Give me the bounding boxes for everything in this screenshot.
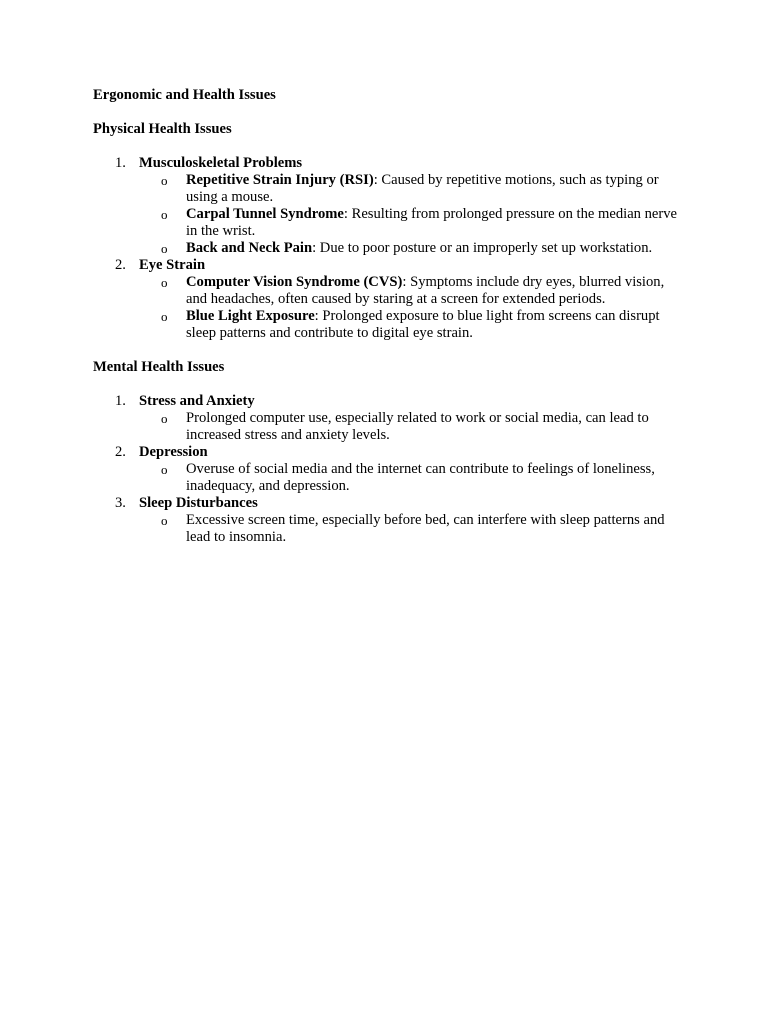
description: Overuse of social media and the internet can contribute to feelings of loneliness, inadequacy, and depression. <box>186 461 655 494</box>
sub-list-item <box>139 308 683 342</box>
description: Prolonged computer use, especially related to work or social media, can lead to increased stress and anxiety levels. <box>186 410 649 443</box>
sub-list <box>139 172 683 257</box>
document-body <box>93 87 683 546</box>
sub-list-item <box>139 240 683 257</box>
item-title: Sleep Disturbances <box>139 495 258 511</box>
item-title: Musculoskeletal Problems <box>139 155 303 171</box>
list-item <box>93 257 683 342</box>
term: Back and Neck Pain <box>186 240 313 256</box>
sub-list-item <box>139 512 683 546</box>
list-item <box>93 393 683 444</box>
description: : Resulting from prolonged pressure on the median nerve in the wrist. <box>186 206 678 239</box>
section-heading-physical: Physical Health Issues <box>93 121 232 137</box>
document-title: Ergonomic and Health Issues <box>93 87 276 103</box>
sub-list <box>139 512 683 546</box>
bullet-icon: o <box>161 173 168 188</box>
term: Carpal Tunnel Syndrome <box>186 206 344 222</box>
item-number: 2. <box>115 257 126 273</box>
term: Repetitive Strain Injury (RSI) <box>186 172 374 188</box>
sub-list-item <box>139 206 683 240</box>
sub-list-item <box>139 461 683 495</box>
section-heading-mental: Mental Health Issues <box>93 359 225 375</box>
item-number: 2. <box>115 444 126 460</box>
description: : Symptoms include dry eyes, blurred vision, and headaches, often caused by staring at a screen for extended periods. <box>186 274 665 307</box>
bullet-icon: o <box>161 275 168 290</box>
sub-list-item <box>139 172 683 206</box>
bullet-icon: o <box>161 411 168 426</box>
item-number: 1. <box>115 393 126 409</box>
sub-list-item <box>139 410 683 444</box>
list-item <box>93 444 683 495</box>
mental-issues-list <box>93 393 683 546</box>
item-number: 3. <box>115 495 126 511</box>
bullet-icon: o <box>161 309 168 324</box>
bullet-icon: o <box>161 207 168 222</box>
item-title: Stress and Anxiety <box>139 393 255 409</box>
sub-list <box>139 410 683 444</box>
physical-issues-list <box>93 155 683 342</box>
description: : Prolonged exposure to blue light from screens can disrupt sleep patterns and contribute to digital eye strain. <box>186 308 660 341</box>
item-number: 1. <box>115 155 126 171</box>
term: Blue Light Exposure <box>186 308 315 324</box>
description: Excessive screen time, especially before bed, can interfere with sleep patterns and lead to insomnia. <box>186 512 665 545</box>
bullet-icon: o <box>161 513 168 528</box>
list-item <box>93 155 683 257</box>
description: : Due to poor posture or an improperly set up workstation. <box>312 240 653 256</box>
item-title: Eye Strain <box>139 257 206 273</box>
list-item <box>93 495 683 546</box>
sub-list-item <box>139 274 683 308</box>
description: : Caused by repetitive motions, such as typing or using a mouse. <box>186 172 659 205</box>
item-title: Depression <box>139 444 208 460</box>
bullet-icon: o <box>161 462 168 477</box>
sub-list <box>139 461 683 495</box>
sub-list <box>139 274 683 342</box>
bullet-icon: o <box>161 241 168 256</box>
term: Computer Vision Syndrome (CVS) <box>186 274 403 290</box>
